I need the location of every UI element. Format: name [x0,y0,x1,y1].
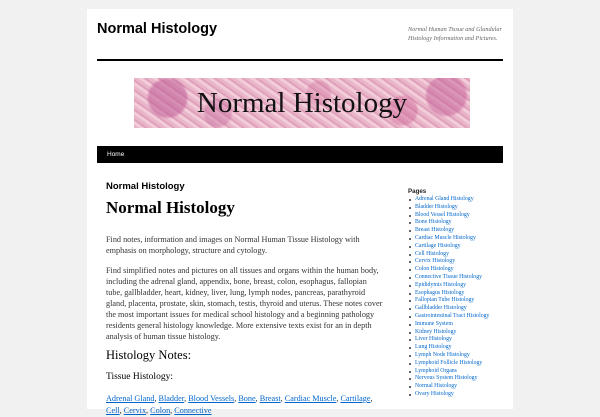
site-title[interactable]: Normal Histology [97,21,218,37]
sidebar-page-link[interactable]: Blood Vessel Histology [408,212,508,220]
sidebar-page-link[interactable]: Gallbladder Histology [408,305,508,313]
sidebar [408,188,508,399]
sidebar-page-link[interactable]: Esophagus Histology [408,290,508,298]
sidebar-page-link[interactable]: Cell Histology [408,251,508,259]
page-heading: Normal Histology [106,198,235,217]
tissue-link[interactable]: Bone [238,394,256,403]
sidebar-page-link[interactable]: Immune System [408,321,508,329]
sub-heading: Tissue Histology: [106,372,173,382]
site-description: Normal Human Tissue and Glandular Histology Information and Pictures. [408,26,502,42]
sidebar-page-link[interactable]: Lymph Node Histology [408,352,508,360]
tissue-link[interactable]: Connective [174,406,212,415]
tissue-link[interactable]: Bladder [158,394,185,403]
sidebar-page-link[interactable]: Breast Histology [408,227,508,235]
sidebar-page-link[interactable]: Bone Histology [408,219,508,227]
tissue-link[interactable]: Colon [150,406,171,415]
sidebar-page-link[interactable]: Connective Tissue Histology [408,274,508,282]
sidebar-pages-list [408,196,508,399]
sidebar-page-link[interactable]: Adrenal Gland Histology [408,196,508,204]
sidebar-page-link[interactable]: Liver Histology [408,336,508,344]
sidebar-page-link[interactable]: Gastrointestinal Tract Histology [408,313,508,321]
header-banner-image[interactable] [134,78,470,128]
sidebar-page-link[interactable]: Cartilage Histology [408,243,508,251]
sidebar-page-link[interactable]: Cervix Histology [408,258,508,266]
tissue-links-list: Adrenal Gland, Bladder, Blood Vessels, Bone, Breast, Cardiac Muscle, Cartilage, Cell, Cervix, Colon, Connective [106,394,373,415]
tissue-link[interactable]: Cell [106,406,120,415]
intro-paragraph: Find notes, information and images on Normal Human Tissue Histology with emphasis on morphology, structure and cytology. [106,235,360,255]
sidebar-page-link[interactable]: Colon Histology [408,266,508,274]
sidebar-page-link[interactable]: Cardiac Muscle Histology [408,235,508,243]
tissue-link[interactable]: Breast [259,394,281,403]
sidebar-page-link[interactable]: Lymphoid Organs [408,368,508,376]
nav-item-home[interactable]: Home [107,151,125,158]
sidebar-page-link[interactable]: Fallopian Tube Histology [408,297,508,305]
tissue-link[interactable]: Adrenal Gland [106,394,155,403]
sidebar-page-link[interactable]: Ovary Histology [408,391,508,399]
banner-title: Normal Histology [196,86,408,119]
sidebar-page-link[interactable]: Kidney Histology [408,329,508,337]
tissue-link[interactable]: Cervix [123,406,147,415]
section-heading: Histology Notes: [106,348,192,362]
description-paragraph: Find simplified notes and pictures on all tissues and organs within the human body, including the adrenal gland, appendix, bone, breast, colon, esophagus, fallopian tube, gallbladder, heart, kidney, liver, lung, lymph nodes, pancreas, parathyroid gland, placenta, prostate, skin, stomach, testis, thyroid and uterus. These notes cover the most important issues for medical school histology and a beginning pathology residents general histology knowledge. More extensive texts exist for an in depth analysis of human tissue histology. [106,266,383,341]
page-wrapper [87,9,513,415]
header-divider [97,59,503,61]
sidebar-page-link[interactable]: Epididymis Histology [408,282,508,290]
main-navigation [97,146,503,163]
tissue-link[interactable]: Cartilage [340,394,371,403]
tissue-link[interactable]: Cardiac Muscle [284,394,337,403]
sidebar-page-link[interactable]: Lymphoid Follicle Histology [408,360,508,368]
sidebar-page-link[interactable]: Normal Histology [408,383,508,391]
entry-title[interactable]: Normal Histology [106,181,185,192]
sidebar-page-link[interactable]: Lung Histology [408,344,508,352]
sidebar-page-link[interactable]: Nervous System Histology [408,375,508,383]
sidebar-page-link[interactable]: Bladder Histology [408,204,508,212]
sidebar-widget-title: Pages [408,188,427,195]
tissue-link[interactable]: Blood Vessels [188,394,235,403]
